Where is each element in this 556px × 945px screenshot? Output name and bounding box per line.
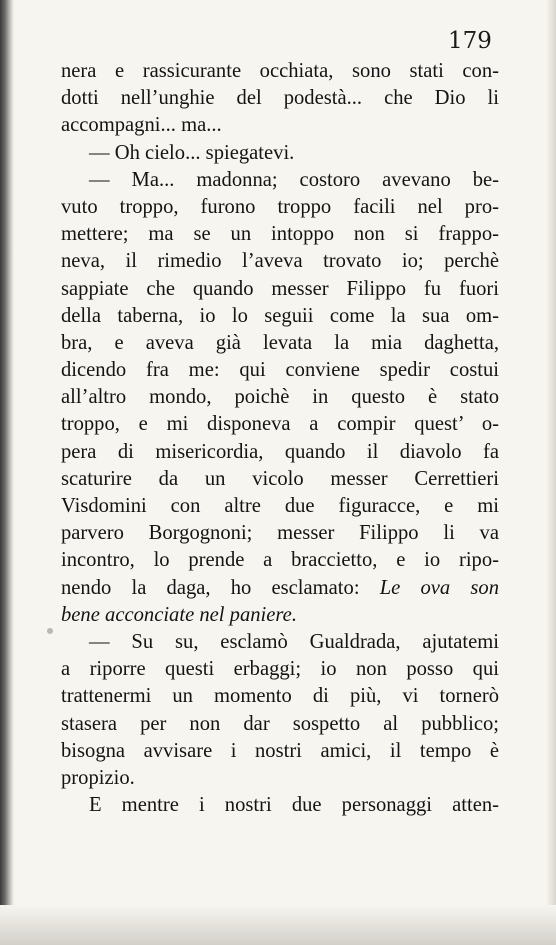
- text-line: — Ma... madonna; costoro avevano be-: [89, 168, 499, 191]
- text-line: Visdomini con altre due figuracce, e mi: [61, 495, 499, 517]
- italic-phrase: Le ova son: [379, 576, 499, 599]
- text-line: sappiate che quando messer Filippo fu fuori: [61, 277, 499, 300]
- text-line: propizio.: [61, 766, 135, 789]
- text-line: neva, il rimedio l’aveva trovato io; perchè: [61, 250, 499, 273]
- text-line: dicendo fra me: qui conviene spedir costui: [61, 359, 499, 382]
- text-line: incontro, lo prende a braccietto, e io ripo-: [61, 549, 499, 572]
- text-line: all’altro mondo, poichè in questo è stato: [61, 386, 499, 409]
- text-line: nera e rassicurante occhiata, sono stati con-: [61, 60, 499, 82]
- ink-spot: [47, 628, 53, 634]
- text-line: bisogna avvisare i nostri amici, il tempo è: [61, 739, 499, 762]
- text-line: — Su su, esclamò Gualdrada, ajutatemi: [89, 630, 499, 653]
- page-number: 179: [448, 28, 492, 54]
- text-line: bra, e aveva già levata la mia daghetta,: [61, 331, 499, 354]
- text-line: della taberna, io lo seguii come la sua om-: [61, 304, 499, 327]
- text-line: mettere; ma se un intoppo non si frappo-: [61, 223, 499, 246]
- text-line: parvero Borgognoni; messer Filippo li va: [61, 522, 499, 545]
- text-line: accompagni... ma...: [61, 114, 222, 137]
- text-line: pera di misericordia, quando il diavolo fa: [61, 440, 499, 463]
- text-line-with-italic: [61, 575, 499, 602]
- page-edge-shadow: [546, 0, 556, 945]
- text-line: scaturire da un vicolo messer Cerrettieri: [61, 467, 499, 490]
- text-line: trattenermi un momento di più, vi tornerò: [61, 685, 499, 708]
- text-line: — Oh cielo... spiegatevi.: [89, 141, 295, 164]
- binding-edge: [0, 0, 14, 945]
- text-line: bene acconciate nel paniere.: [61, 603, 297, 626]
- text-line: troppo, e mi disponeva a compir quest’ o-: [61, 413, 499, 436]
- text-line: dotti nell’unghie del podestà... che Dio li: [61, 87, 499, 110]
- text-line: vuto troppo, furono troppo facili nel pro-: [61, 195, 499, 218]
- body-text: [61, 58, 499, 819]
- text-line: stasera per non dar sospetto al pubblico;: [61, 712, 499, 735]
- text-line: a riporre questi erbaggi; io non posso qui: [61, 658, 499, 681]
- page-bottom-shadow: [0, 905, 556, 945]
- text-line: E mentre i nostri due personaggi atten-: [89, 794, 499, 817]
- text-segment: nendo la daga, ho esclamato:: [61, 576, 360, 599]
